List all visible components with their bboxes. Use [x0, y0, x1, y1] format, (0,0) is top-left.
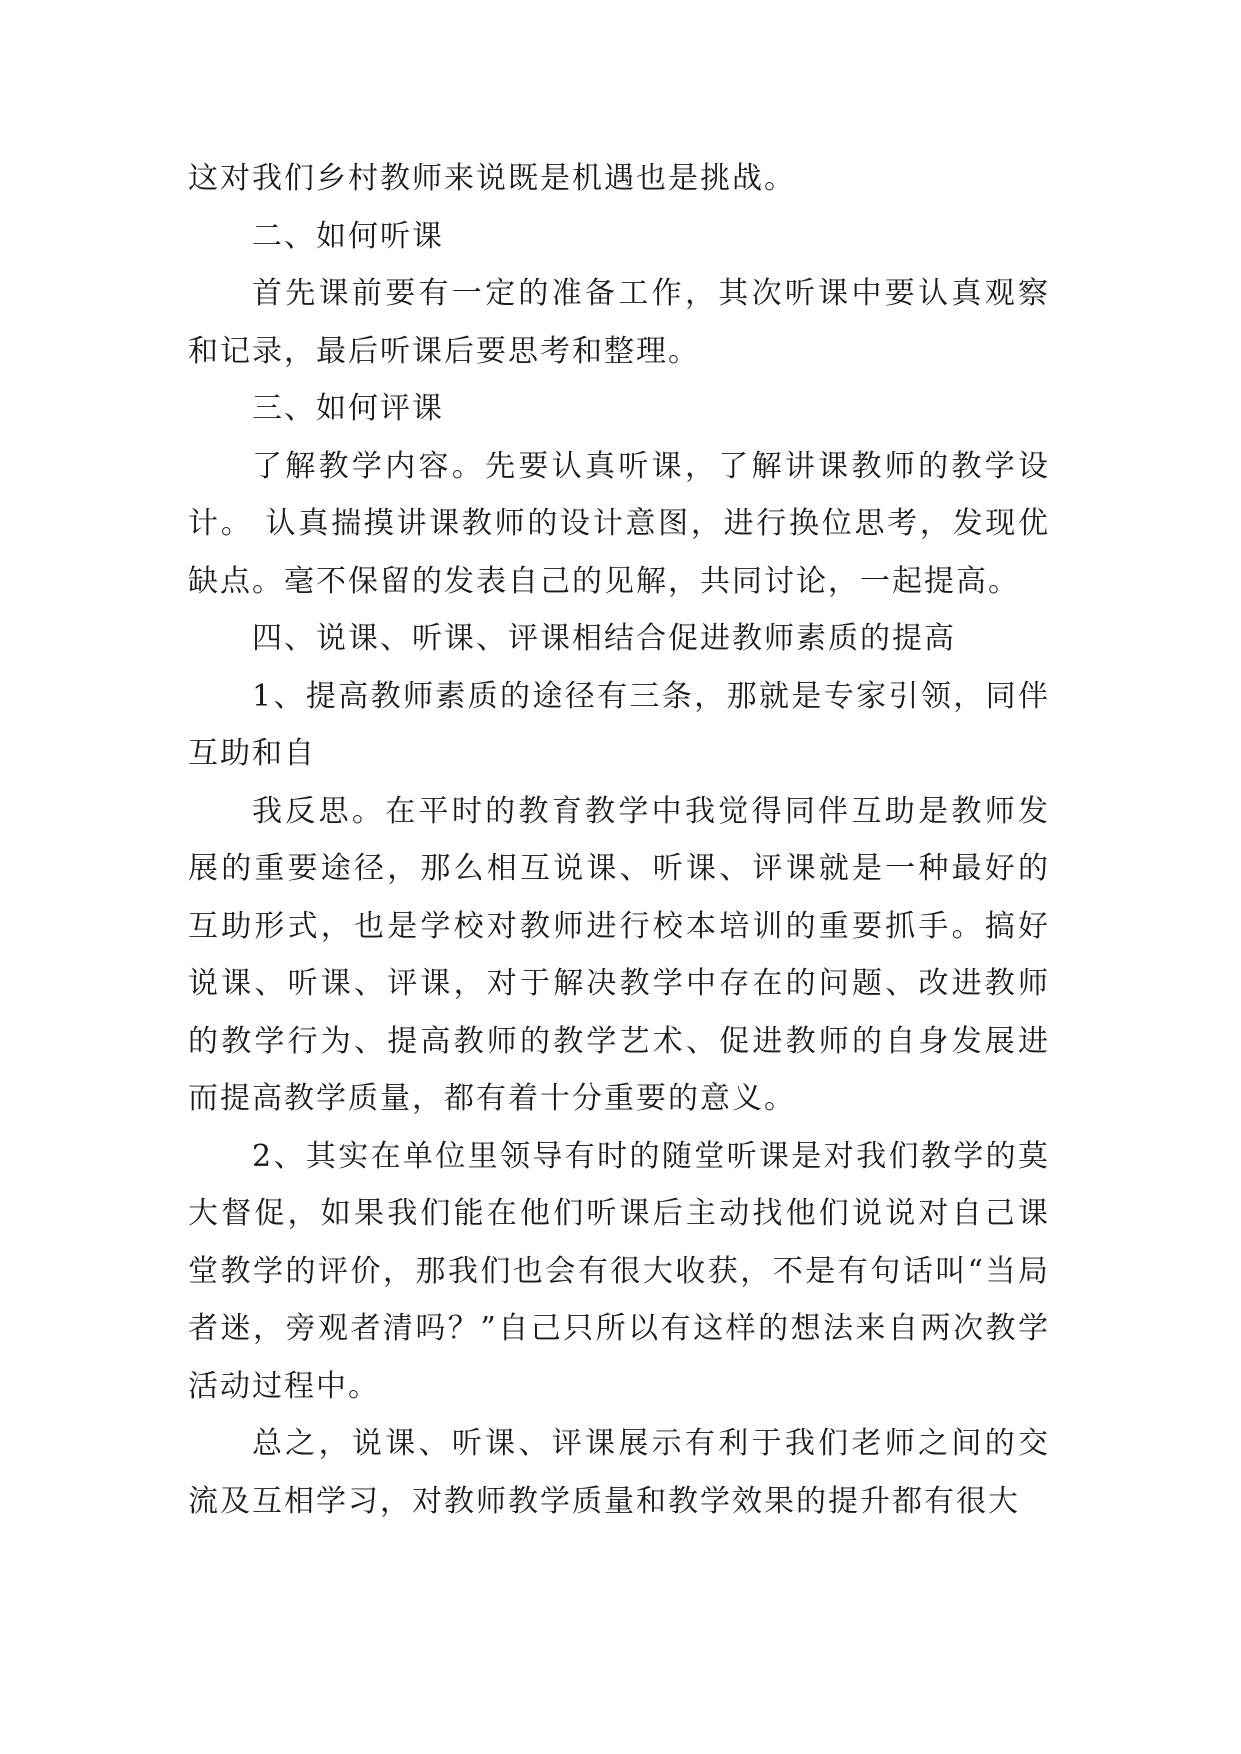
paragraph-listen-steps: 首先课前要有一定的准备工作，其次听课中要认真观察和记录，最后听课后要思考和整理。	[188, 276, 1050, 369]
paragraph-self-reflection: 我反思。在平时的教育教学中我觉得同伴互助是教师发展的重要途径，那么相互说课、听课、评课就是一种最好的互助形式，也是学校对教师进行校本培训的重要抓手。搞好说课、听课、评课，对于解决教学中存在的问题、改进教师的教学行为、提高教师的教学艺术、促进教师的自身发展进而提高教学质量，都有着十分重要的意义。	[188, 793, 1050, 1116]
section-heading-how-to-listen: 二、如何听课	[252, 218, 444, 254]
paragraph-continuation: 这对我们乡村教师来说既是机遇也是挑战。	[188, 161, 796, 196]
paragraph-conclusion: 总之，说课、听课、评课展示有利于我们老师之间的交流及互相学习，对教师教学质量和教学效果的提升都有很大	[188, 1426, 1050, 1519]
paragraph-evaluate-steps: 了解教学内容。先要认真听课，了解讲课教师的教学设计。 认真揣摸讲课教师的设计意图，进行换位思考，发现优缺点。毫不保留的发表自己的见解，共同讨论，一起提高。	[188, 448, 1050, 599]
paragraph-point-1: 1、提高教师素质的途径有三条，那就是专家引领，同伴互助和自	[188, 678, 1050, 771]
paragraph-point-2: 2、其实在单位里领导有时的随堂听课是对我们教学的莫大督促，如果我们能在他们听课后主动找他们说说对自己课堂教学的评价，那我们也会有很大收获，不是有句话叫“当局者迷，旁观者清吗？”自己只所以有这样的想法来自两次教学活动过程中。	[188, 1138, 1050, 1404]
document-page	[188, 150, 1050, 1530]
section-heading-how-to-evaluate: 三、如何评课	[252, 391, 444, 426]
section-heading-combine: 四、说课、听课、评课相结合促进教师素质的提高	[252, 621, 956, 656]
